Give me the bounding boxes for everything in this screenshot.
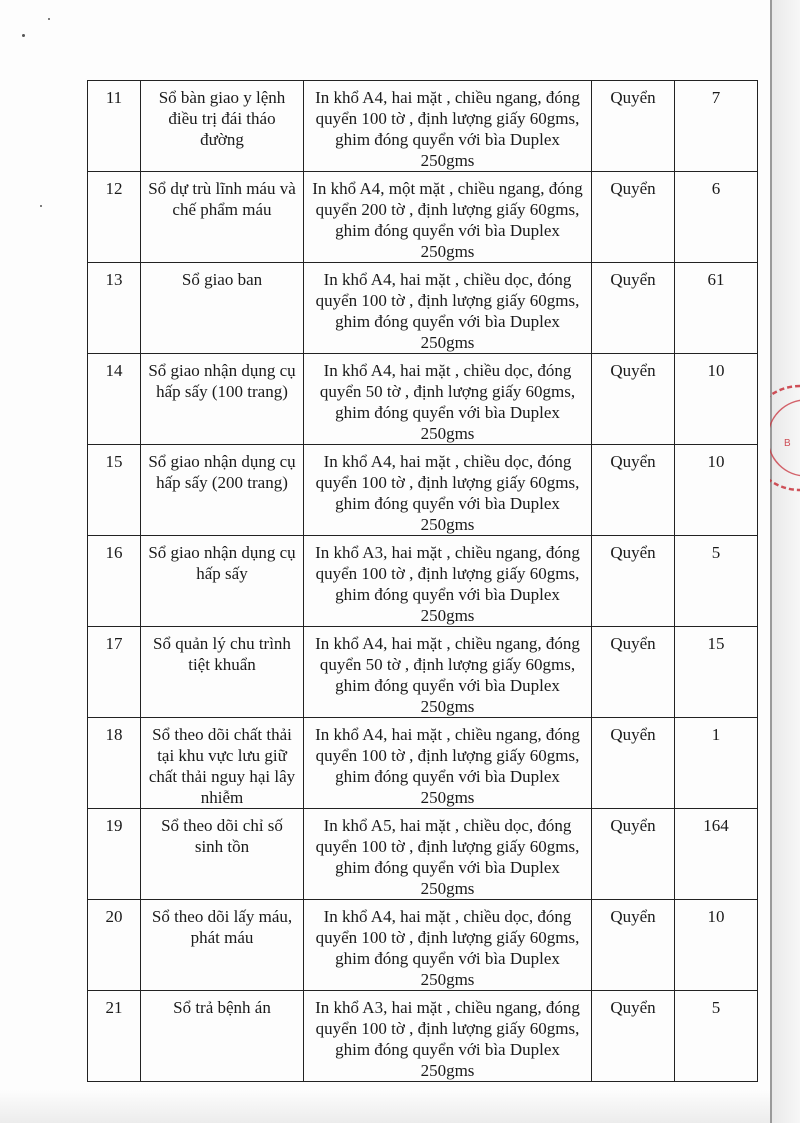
cell-unit: Quyển: [592, 263, 675, 354]
cell-no: 12: [88, 172, 141, 263]
cell-spec: In khổ A4, một mặt , chiều ngang, đóng quyển 200 tờ , định lượng giấy 60gms, ghim đóng quyển với bìa Duplex 250gms: [304, 172, 592, 263]
table-row: [88, 718, 758, 809]
cell-spec: In khổ A4, hai mặt , chiều dọc, đóng quyển 100 tờ , định lượng giấy 60gms, ghim đóng quyển với bìa Duplex 250gms: [304, 445, 592, 536]
cell-name: Sổ theo dõi chỉ số sinh tồn: [141, 809, 304, 900]
table-row: [88, 536, 758, 627]
table-row: [88, 627, 758, 718]
cell-spec: In khổ A4, hai mặt , chiều dọc, đóng quyển 100 tờ , định lượng giấy 60gms, ghim đóng quyển với bìa Duplex 250gms: [304, 263, 592, 354]
cell-name: Sổ giao nhận dụng cụ hấp sấy: [141, 536, 304, 627]
cell-no: 15: [88, 445, 141, 536]
table-row: [88, 81, 758, 172]
cell-qty: 10: [675, 445, 758, 536]
cell-name: Sổ giao nhận dụng cụ hấp sấy (200 trang): [141, 445, 304, 536]
cell-name: Sổ theo dõi chất thải tại khu vực lưu giữ chất thải nguy hại lây nhiễm: [141, 718, 304, 809]
cell-qty: 61: [675, 263, 758, 354]
cell-no: 16: [88, 536, 141, 627]
table-row: [88, 991, 758, 1082]
cell-unit: Quyển: [592, 809, 675, 900]
cell-qty: 5: [675, 536, 758, 627]
cell-no: 13: [88, 263, 141, 354]
cell-qty: 10: [675, 354, 758, 445]
cell-name: Sổ dự trù lĩnh máu và chế phẩm máu: [141, 172, 304, 263]
table-row: [88, 354, 758, 445]
cell-spec: In khổ A4, hai mặt , chiều dọc, đóng quyển 100 tờ , định lượng giấy 60gms, ghim đóng quyển với bìa Duplex 250gms: [304, 900, 592, 991]
cell-spec: In khổ A5, hai mặt , chiều dọc, đóng quyển 100 tờ , định lượng giấy 60gms, ghim đóng quyển với bìa Duplex 250gms: [304, 809, 592, 900]
cell-unit: Quyển: [592, 718, 675, 809]
scan-speck: [48, 18, 50, 20]
cell-qty: 5: [675, 991, 758, 1082]
cell-unit: Quyển: [592, 354, 675, 445]
table-row: [88, 263, 758, 354]
cell-unit: Quyển: [592, 81, 675, 172]
cell-qty: 10: [675, 900, 758, 991]
cell-name: Sổ giao nhận dụng cụ hấp sấy (100 trang): [141, 354, 304, 445]
cell-unit: Quyển: [592, 900, 675, 991]
cell-unit: Quyển: [592, 172, 675, 263]
cell-no: 18: [88, 718, 141, 809]
supply-items-table: [87, 80, 758, 1082]
cell-no: 19: [88, 809, 141, 900]
cell-unit: Quyển: [592, 445, 675, 536]
cell-name: Sổ giao ban: [141, 263, 304, 354]
red-seal-stamp: [770, 378, 800, 498]
cell-no: 20: [88, 900, 141, 991]
cell-qty: 15: [675, 627, 758, 718]
cell-qty: 1: [675, 718, 758, 809]
cell-no: 14: [88, 354, 141, 445]
table-row: [88, 900, 758, 991]
cell-name: Sổ bàn giao y lệnh điều trị đái tháo đường: [141, 81, 304, 172]
cell-unit: Quyển: [592, 627, 675, 718]
cell-qty: 7: [675, 81, 758, 172]
table-row: [88, 445, 758, 536]
cell-no: 11: [88, 81, 141, 172]
bottom-shadow: [0, 1090, 770, 1123]
cell-qty: 164: [675, 809, 758, 900]
cell-name: Sổ trả bệnh án: [141, 991, 304, 1082]
cell-unit: Quyển: [592, 536, 675, 627]
svg-text:B: B: [784, 438, 791, 449]
cell-unit: Quyển: [592, 991, 675, 1082]
scan-speck: [40, 205, 42, 207]
scan-speck: [22, 34, 25, 37]
cell-qty: 6: [675, 172, 758, 263]
cell-spec: In khổ A4, hai mặt , chiều ngang, đóng quyển 100 tờ , định lượng giấy 60gms, ghim đóng quyển với bìa Duplex 250gms: [304, 81, 592, 172]
cell-spec: In khổ A3, hai mặt , chiều ngang, đóng quyển 100 tờ , định lượng giấy 60gms, ghim đóng quyển với bìa Duplex 250gms: [304, 991, 592, 1082]
page-edge-line: [770, 0, 772, 1123]
table-row: [88, 809, 758, 900]
cell-no: 17: [88, 627, 141, 718]
scan-margin: [772, 0, 800, 1123]
cell-spec: In khổ A4, hai mặt , chiều ngang, đóng quyển 50 tờ , định lượng giấy 60gms, ghim đóng quyển với bìa Duplex 250gms: [304, 627, 592, 718]
cell-name: Sổ theo dõi lấy máu, phát máu: [141, 900, 304, 991]
cell-spec: In khổ A4, hai mặt , chiều ngang, đóng quyển 100 tờ , định lượng giấy 60gms, ghim đóng quyển với bìa Duplex 250gms: [304, 718, 592, 809]
table-row: [88, 172, 758, 263]
cell-no: 21: [88, 991, 141, 1082]
cell-name: Sổ quản lý chu trình tiệt khuẩn: [141, 627, 304, 718]
cell-spec: In khổ A4, hai mặt , chiều dọc, đóng quyển 50 tờ , định lượng giấy 60gms, ghim đóng quyển với bìa Duplex 250gms: [304, 354, 592, 445]
cell-spec: In khổ A3, hai mặt , chiều ngang, đóng quyển 100 tờ , định lượng giấy 60gms, ghim đóng quyển với bìa Duplex 250gms: [304, 536, 592, 627]
